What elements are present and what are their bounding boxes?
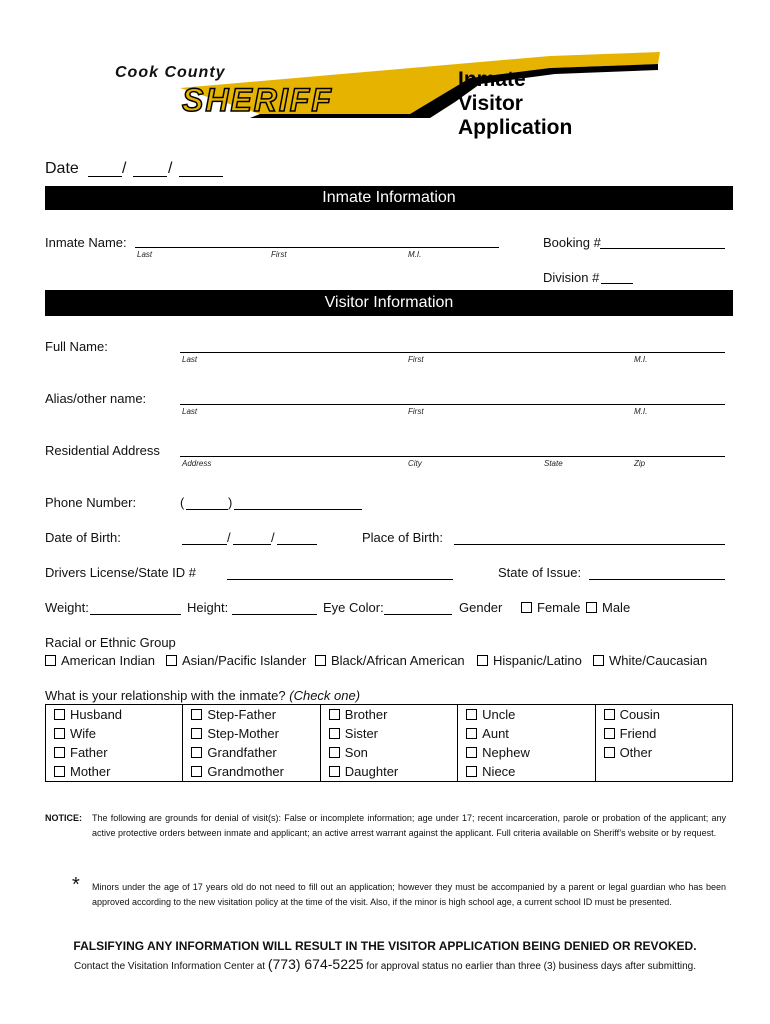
checkbox-icon[interactable] <box>604 747 615 758</box>
checkbox-icon[interactable] <box>604 709 615 720</box>
checkbox-icon[interactable] <box>466 728 477 739</box>
relationship-option-label: Step-Father <box>207 707 277 722</box>
race-asian-option[interactable] <box>166 653 306 668</box>
race-label: Racial or Ethnic Group <box>45 635 176 650</box>
full-name-label: Full Name: <box>45 339 108 354</box>
checkbox-icon[interactable] <box>54 766 65 777</box>
relationship-cell[interactable] <box>320 724 457 743</box>
dob-year-field[interactable] <box>277 544 317 545</box>
height-field[interactable] <box>232 614 317 615</box>
date-sep-2: / <box>168 160 173 177</box>
race-white-option[interactable] <box>593 653 707 668</box>
booking-field[interactable] <box>600 248 725 249</box>
inmate-name-sub-last: Last <box>137 250 153 259</box>
inmate-section-header: Inmate Information <box>45 186 733 210</box>
relationship-cell[interactable] <box>46 705 183 725</box>
dob-month-field[interactable] <box>182 544 227 545</box>
checkbox-icon[interactable] <box>466 709 477 720</box>
alias-label: Alias/other name: <box>45 391 147 406</box>
inmate-name-field[interactable] <box>135 247 499 248</box>
alias-sub-last: Last <box>182 407 198 416</box>
relationship-option-label: Niece <box>482 764 516 779</box>
falsifying-warning: FALSIFYING ANY INFORMATION WILL RESULT IN THE VISITOR APPLICATION BEING DENIED OR REVOKED. <box>73 939 697 953</box>
address-sub-address: Address <box>182 459 212 468</box>
relationship-cell[interactable] <box>320 743 457 762</box>
relationship-row <box>46 705 733 725</box>
address-sub-city: City <box>408 459 422 468</box>
booking-label: Booking # <box>543 235 601 250</box>
relationship-cell[interactable] <box>458 743 595 762</box>
race-option-label: Asian/Pacific Islander <box>182 653 307 668</box>
full-name-sub-last: Last <box>182 355 198 364</box>
notice-text: The following are grounds for denial of visit(s): False or incomplete information; age under 17; recent incarceration, parole or probation of the applicant; any active protective orders between inmate and applicant; an active arrest warrant against the applicant. Full criteria available on Sheriff’s website or by request. <box>92 813 726 838</box>
phone-number-field[interactable] <box>234 509 362 510</box>
relationship-option-label: Uncle <box>482 707 516 722</box>
dob-sep-2: / <box>271 530 275 545</box>
relationship-cell[interactable] <box>183 724 320 743</box>
app-title-line2: Visitor <box>458 92 523 115</box>
phone-label: Phone Number: <box>45 495 137 510</box>
height-label: Height: <box>187 600 229 615</box>
phone-close-paren: ) <box>228 495 233 510</box>
address-field[interactable] <box>180 456 725 457</box>
relationship-option-label: Brother <box>344 707 388 722</box>
relationship-option-label: Sister <box>344 726 379 741</box>
checkbox-icon[interactable] <box>329 728 340 739</box>
phone-open-paren: ( <box>180 495 185 510</box>
relationship-option-label: Nephew <box>482 745 530 760</box>
checkbox-icon[interactable] <box>477 655 488 666</box>
race-option-label: American Indian <box>61 653 155 668</box>
checkbox-icon[interactable] <box>586 602 597 613</box>
checkbox-icon[interactable] <box>315 655 326 666</box>
date-row <box>45 160 79 178</box>
relationship-option-label: Other <box>619 745 653 760</box>
race-option-label: Black/African American <box>331 653 465 668</box>
contact-prefix: Contact the Visitation Information Center at <box>74 961 266 972</box>
inmate-name-label: Inmate Name: <box>45 235 127 250</box>
phone-area-field[interactable] <box>186 509 228 510</box>
relationship-cell[interactable] <box>320 705 457 725</box>
checkbox-icon[interactable] <box>166 655 177 666</box>
relationship-cell[interactable] <box>458 762 595 782</box>
relationship-cell[interactable] <box>458 705 595 725</box>
relationship-cell[interactable] <box>46 762 183 782</box>
relationship-option-label: Aunt <box>482 726 509 741</box>
division-label: Division # <box>543 270 600 285</box>
dob-sep-1: / <box>227 530 231 545</box>
visitor-section-header: Visitor Information <box>45 290 733 316</box>
checkbox-icon[interactable] <box>54 709 65 720</box>
relationship-question <box>45 688 360 703</box>
full-name-sub-mi: M.I. <box>634 355 648 364</box>
date-day-field[interactable] <box>133 176 167 177</box>
relationship-option-label: Friend <box>619 726 657 741</box>
eye-color-field[interactable] <box>384 614 452 615</box>
checkbox-icon[interactable] <box>191 709 202 720</box>
relationship-option-label: Son <box>344 745 368 760</box>
state-issue-label: State of Issue: <box>498 565 582 580</box>
weight-field[interactable] <box>90 614 181 615</box>
license-field[interactable] <box>227 579 453 580</box>
dob-day-field[interactable] <box>233 544 271 545</box>
date-month-field[interactable] <box>88 176 122 177</box>
checkbox-icon[interactable] <box>191 747 202 758</box>
checkbox-icon[interactable] <box>604 728 615 739</box>
race-black-option[interactable] <box>315 653 465 668</box>
pob-field[interactable] <box>454 544 725 545</box>
address-sub-state: State <box>544 459 563 468</box>
relationship-question-hint: (Check one) <box>289 688 361 703</box>
relationship-option-label: Husband <box>70 707 123 722</box>
checkbox-icon[interactable] <box>191 766 202 777</box>
app-title <box>458 68 572 140</box>
checkbox-icon[interactable] <box>191 728 202 739</box>
checkbox-icon[interactable] <box>329 709 340 720</box>
relationship-option-label: Step-Mother <box>207 726 279 741</box>
contact-line <box>0 956 770 972</box>
full-name-field[interactable] <box>180 352 725 353</box>
checkbox-icon[interactable] <box>54 728 65 739</box>
date-year-field[interactable] <box>179 176 223 177</box>
app-title-line3: Application <box>458 116 573 139</box>
checkbox-icon[interactable] <box>593 655 604 666</box>
relationship-cell[interactable] <box>595 705 732 725</box>
inmate-name-sub-first: First <box>271 250 287 259</box>
gender-label: Gender <box>459 600 503 615</box>
asterisk-icon: * <box>72 874 80 896</box>
checkbox-icon[interactable] <box>329 747 340 758</box>
date-sep-1: / <box>122 160 127 177</box>
state-issue-field[interactable] <box>589 579 725 580</box>
minors-text: Minors under the age of 17 years old do not need to fill out an application; however they must be accompanied by a parent or legal guardian who has been approved according to the new visitation policy at the time of the visit. Also, if the minor is high school age, a current school ID must be presented. <box>92 882 726 907</box>
brand-line2: SHERIFF <box>182 82 333 118</box>
contact-phone: (773) 674-5225 <box>267 956 364 972</box>
relationship-option-label: Cousin <box>619 707 661 722</box>
brand-line1: Cook County <box>115 64 226 81</box>
contact-suffix: for approval status no earlier than three (3) business days after submitting. <box>366 961 696 972</box>
relationship-option-label: Grandmother <box>207 764 284 779</box>
race-option-label: White/Caucasian <box>609 653 708 668</box>
division-field[interactable] <box>601 283 633 284</box>
address-label: Residential Address <box>45 443 160 458</box>
checkbox-icon[interactable] <box>45 655 56 666</box>
gender-female-label: Female <box>537 600 581 615</box>
app-title-line1: Inmate <box>458 68 526 91</box>
race-option-label: Hispanic/Latino <box>493 653 582 668</box>
checkbox-icon[interactable] <box>54 747 65 758</box>
relationship-cell[interactable] <box>458 724 595 743</box>
relationship-option-label: Grandfather <box>207 745 277 760</box>
gender-female-option[interactable] <box>521 600 580 615</box>
alias-sub-mi: M.I. <box>634 407 648 416</box>
relationship-option-label: Daughter <box>344 764 399 779</box>
notice-label: NOTICE: <box>45 813 82 823</box>
relationship-option-label: Father <box>70 745 108 760</box>
relationship-cell[interactable] <box>183 762 320 782</box>
relationship-option-label: Mother <box>70 764 111 779</box>
relationship-row <box>46 724 733 743</box>
checkbox-icon[interactable] <box>466 747 477 758</box>
license-label: Drivers License/State ID # <box>45 565 197 580</box>
pob-label: Place of Birth: <box>362 530 443 545</box>
dob-label: Date of Birth: <box>45 530 121 545</box>
eye-color-label: Eye Color: <box>323 600 384 615</box>
checkbox-icon[interactable] <box>521 602 532 613</box>
relationship-cell[interactable] <box>320 762 457 782</box>
alias-sub-first: First <box>408 407 424 416</box>
relationship-table <box>45 704 733 782</box>
relationship-question-text: What is your relationship with the inmate? <box>45 688 286 703</box>
full-name-sub-first: First <box>408 355 424 364</box>
gender-male-option[interactable] <box>586 600 630 615</box>
relationship-cell[interactable] <box>595 743 732 762</box>
relationship-cell[interactable] <box>46 724 183 743</box>
gender-male-label: Male <box>602 600 631 615</box>
relationship-cell <box>595 762 732 782</box>
relationship-row <box>46 743 733 762</box>
inmate-name-sub-mi: M.I. <box>408 250 422 259</box>
checkbox-icon[interactable] <box>466 766 477 777</box>
relationship-cell[interactable] <box>46 743 183 762</box>
relationship-cell[interactable] <box>183 705 320 725</box>
alias-field[interactable] <box>180 404 725 405</box>
race-american-indian-option[interactable] <box>45 653 155 668</box>
sheriff-logo <box>110 48 670 143</box>
relationship-cell[interactable] <box>595 724 732 743</box>
relationship-option-label: Wife <box>70 726 96 741</box>
weight-label: Weight: <box>45 600 89 615</box>
address-sub-zip: Zip <box>634 459 646 468</box>
race-hispanic-option[interactable] <box>477 653 582 668</box>
checkbox-icon[interactable] <box>329 766 340 777</box>
date-label: Date <box>45 160 79 177</box>
relationship-cell[interactable] <box>183 743 320 762</box>
relationship-row <box>46 762 733 782</box>
